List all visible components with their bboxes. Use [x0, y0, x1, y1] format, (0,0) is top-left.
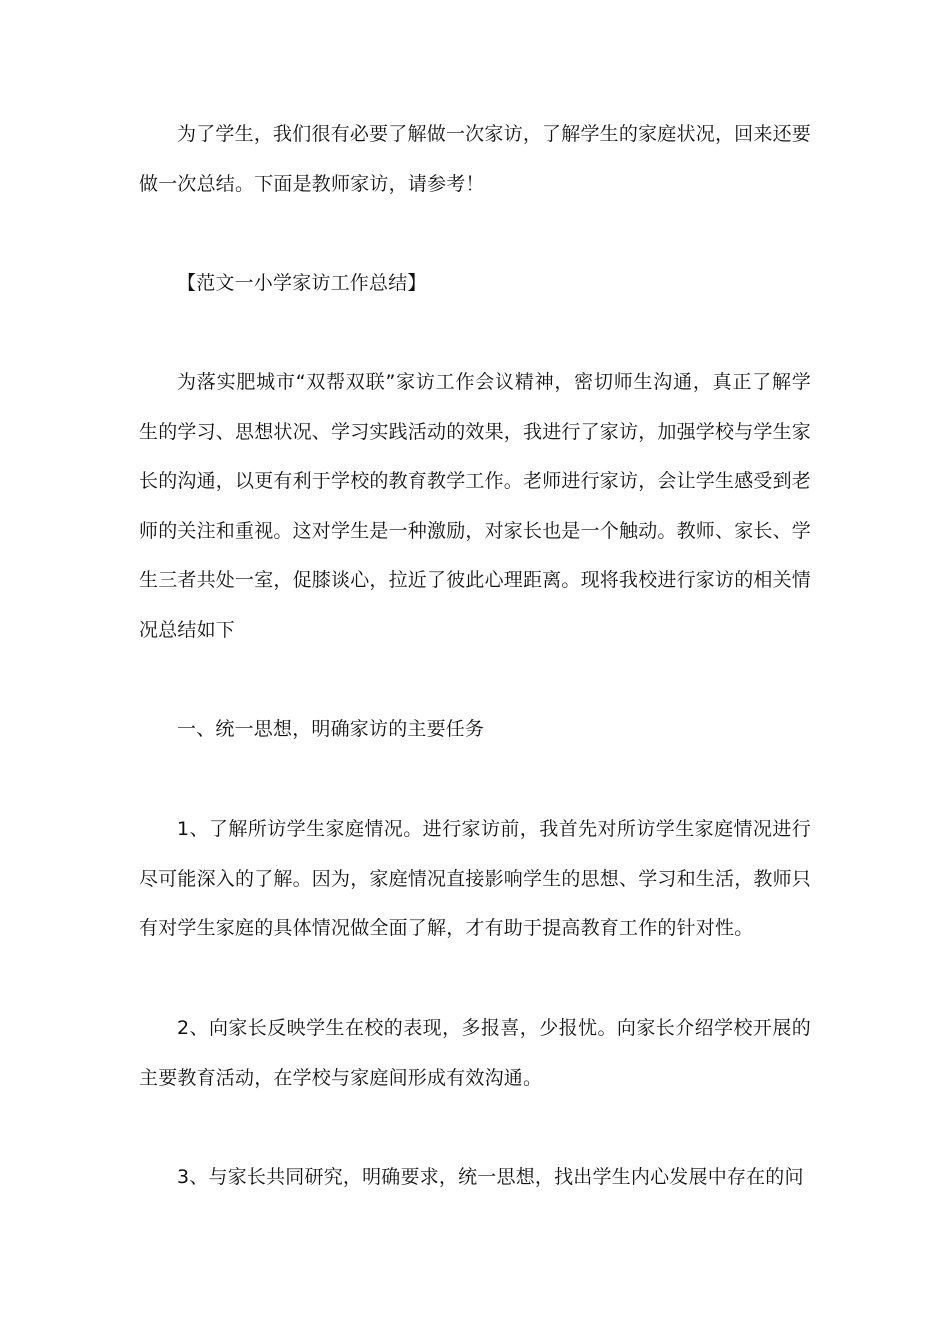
list-item-text: 2、向家长反映学生在校的表现，多报喜，少报忧。向家长介绍学校开展的主要教育活动，在学校与家庭间形成有效沟通。	[139, 1017, 811, 1089]
body-paragraph-1	[139, 358, 811, 655]
list-item-1	[139, 805, 811, 954]
list-item-3	[139, 1153, 811, 1203]
paragraph-text: 为落实肥城市“双帮双联”家访工作会议精神，密切师生沟通，真正了解学生的学习、思想状况、学习实践活动的效果，我进行了家访，加强学校与学生家长的沟通，以更有利于学校的教育教学工作。老师进行家访，会让学生感受到老师的关注和重视。这对学生是一种激励，对家长也是一个触动。教师、家长、学生三者共处一室，促膝谈心，拉近了彼此心理距离。现将我校进行家访的相关情况总结如下	[139, 371, 812, 641]
list-item-text: 3、与家长共同研究，明确要求，统一思想，找出学生内心发展中存在的问	[177, 1166, 804, 1188]
list-item-text: 1、了解所访学生家庭情况。进行家访前，我首先对所访学生家庭情况进行尽可能深入的了解。因为，家庭情况直接影响学生的思想、学习和生活，教师只有对学生家庭的具体情况做全面了解，才有助于提高教育工作的针对性。	[139, 818, 812, 939]
intro-paragraph	[139, 110, 811, 209]
heading-paragraph	[139, 259, 811, 309]
list-item-2	[139, 1004, 811, 1103]
document-heading: 【范文一小学家访工作总结】	[177, 272, 427, 294]
section-title: 一、统一思想，明确家访的主要任务	[177, 718, 485, 740]
intro-text: 为了学生，我们很有必要了解做一次家访，了解学生的家庭状况，回来还要做一次总结。下面是教师家访，请参考！	[139, 123, 811, 195]
section-heading-1	[139, 705, 811, 755]
